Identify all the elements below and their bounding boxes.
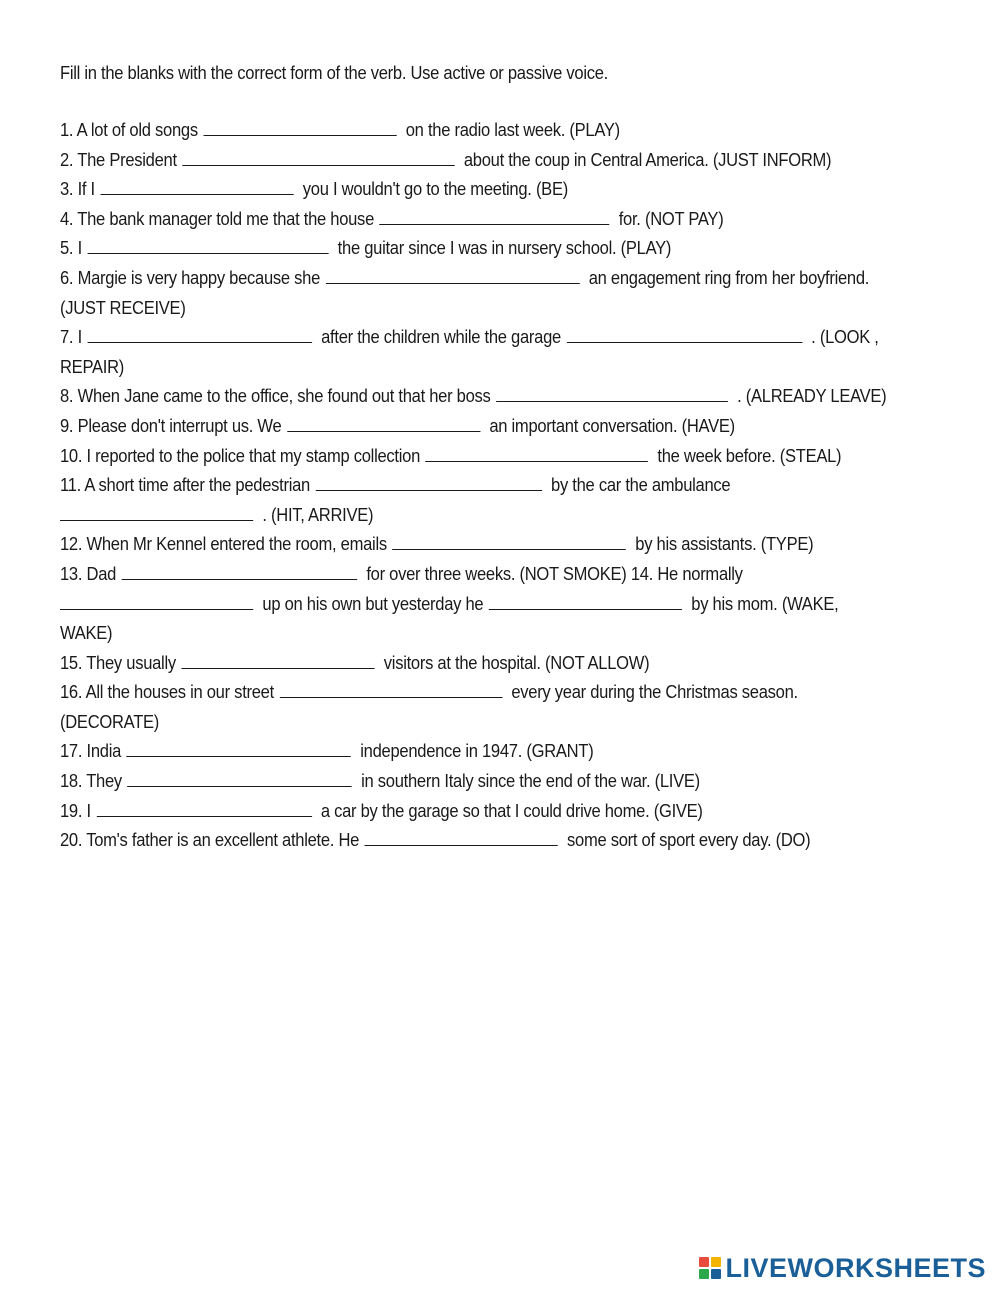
exercise-line bbox=[60, 678, 870, 708]
exercise-line bbox=[60, 767, 870, 797]
answer-blank[interactable] bbox=[127, 768, 351, 787]
exercise-line bbox=[60, 797, 870, 827]
exercise-text: every year during the Christmas season. bbox=[511, 682, 798, 703]
answer-blank[interactable] bbox=[279, 679, 502, 698]
exercise-text: WAKE) bbox=[60, 623, 113, 644]
exercise-text: about the coup in Central America. (JUST INFORM) bbox=[463, 149, 832, 170]
answer-blank[interactable] bbox=[392, 531, 626, 550]
exercise-text: . (HIT, ARRIVE) bbox=[262, 504, 374, 525]
exercise-line bbox=[60, 234, 870, 264]
exercise-text: 18. They bbox=[60, 771, 122, 792]
answer-blank[interactable] bbox=[489, 591, 682, 610]
answer-blank[interactable] bbox=[100, 176, 293, 195]
exercise-text: 15. They usually bbox=[60, 652, 176, 673]
exercise-line bbox=[60, 708, 870, 738]
exercise-text: in southern Italy since the end of the war. (LIVE) bbox=[361, 771, 700, 792]
exercise-text: for. (NOT PAY) bbox=[618, 208, 724, 229]
exercise-text: (JUST RECEIVE) bbox=[60, 297, 186, 318]
exercise-text: 20. Tom's father is an excellent athlete. He bbox=[60, 830, 360, 851]
exercise-line bbox=[60, 175, 870, 205]
instruction-text: Fill in the blanks with the correct form of the verb. Use active or passive voice. bbox=[60, 63, 609, 83]
exercise-text: . (ALREADY LEAVE) bbox=[737, 386, 887, 407]
exercise-line bbox=[60, 264, 870, 294]
exercise-text: 17. India bbox=[60, 741, 122, 762]
exercise-text: 9. Please don't interrupt us. We bbox=[60, 415, 282, 436]
exercise-text: the week before. (STEAL) bbox=[657, 445, 842, 466]
exercise-text: 6. Margie is very happy because she bbox=[60, 267, 321, 288]
exercise-text: 10. I reported to the police that my stamp collection bbox=[60, 445, 421, 466]
answer-blank[interactable] bbox=[426, 443, 649, 462]
exercise-text: after the children while the garage bbox=[321, 327, 561, 348]
exercise-line bbox=[60, 619, 870, 649]
exercise-line bbox=[60, 530, 870, 560]
exercise-text: the guitar since I was in nursery school. (PLAY) bbox=[337, 238, 672, 259]
exercise-text: an important conversation. (HAVE) bbox=[489, 415, 735, 436]
exercise-line bbox=[60, 294, 870, 324]
liveworksheets-logo bbox=[699, 1252, 986, 1284]
exercise-text: 13. Dad bbox=[60, 563, 117, 584]
exercise-text: . (LOOK , bbox=[811, 327, 879, 348]
worksheet bbox=[60, 58, 940, 856]
answer-blank[interactable] bbox=[496, 383, 728, 402]
answer-blank[interactable] bbox=[181, 650, 374, 669]
exercise-text: (DECORATE) bbox=[60, 711, 160, 732]
exercise-line bbox=[60, 501, 870, 531]
answer-blank[interactable] bbox=[60, 591, 253, 610]
exercise-text: on the radio last week. (PLAY) bbox=[405, 120, 620, 140]
answer-blank[interactable] bbox=[326, 265, 580, 284]
exercise-text: 4. The bank manager told me that the house bbox=[60, 208, 375, 229]
exercise-text: 8. When Jane came to the office, she found out that her boss bbox=[60, 386, 491, 407]
exercise-line bbox=[60, 412, 870, 442]
exercise-text: 16. All the houses in our street bbox=[60, 682, 274, 703]
exercise-text: up on his own but yesterday he bbox=[262, 593, 484, 614]
exercise-line bbox=[60, 649, 870, 679]
answer-blank[interactable] bbox=[87, 235, 328, 254]
exercise-text: 19. I bbox=[60, 800, 91, 821]
exercise-text: 1. A lot of old songs bbox=[60, 120, 198, 140]
exercise-text: by his mom. (WAKE, bbox=[691, 593, 839, 614]
exercise-line bbox=[60, 353, 870, 383]
exercise-text: 3. If I bbox=[60, 179, 95, 200]
logo-block-l bbox=[699, 1257, 709, 1267]
exercise-line bbox=[60, 826, 870, 856]
exercise-text: 12. When Mr Kennel entered the room, emails bbox=[60, 534, 387, 555]
exercise-line bbox=[60, 116, 870, 146]
answer-blank[interactable] bbox=[287, 413, 480, 432]
exercise-text: for over three weeks. (NOT SMOKE) 14. He normally bbox=[366, 563, 743, 584]
exercise-line bbox=[60, 442, 870, 472]
exercise-line bbox=[60, 471, 870, 501]
exercise-text: 2. The President bbox=[60, 149, 177, 170]
answer-blank[interactable] bbox=[203, 117, 396, 136]
exercise-line bbox=[60, 323, 879, 353]
logo-text: LIVEWORKSHEETS bbox=[725, 1252, 986, 1283]
exercise-text: 11. A short time after the pedestrian bbox=[60, 475, 310, 496]
exercise-list bbox=[60, 116, 940, 856]
answer-blank[interactable] bbox=[60, 502, 253, 521]
logo-block-e bbox=[711, 1269, 721, 1279]
answer-blank[interactable] bbox=[87, 324, 311, 343]
logo-block-v bbox=[699, 1269, 709, 1279]
answer-blank[interactable] bbox=[182, 147, 454, 166]
answer-blank[interactable] bbox=[96, 798, 311, 817]
logo-blocks-icon bbox=[699, 1257, 721, 1279]
exercise-line bbox=[60, 205, 870, 235]
exercise-text: REPAIR) bbox=[60, 356, 125, 377]
answer-blank[interactable] bbox=[566, 324, 802, 343]
exercise-text: 5. I bbox=[60, 238, 82, 259]
exercise-text: visitors at the hospital. (NOT ALLOW) bbox=[383, 652, 650, 673]
answer-blank[interactable] bbox=[365, 827, 558, 846]
answer-blank[interactable] bbox=[380, 206, 610, 225]
exercise-text: a car by the garage so that I could drive home. (GIVE) bbox=[320, 800, 703, 821]
exercise-text: by the car the ambulance bbox=[551, 475, 731, 496]
answer-blank[interactable] bbox=[122, 561, 358, 580]
answer-blank[interactable] bbox=[127, 738, 351, 757]
answer-blank[interactable] bbox=[316, 472, 542, 491]
exercise-text: some sort of sport every day. (DO) bbox=[567, 830, 811, 851]
exercise-line bbox=[60, 382, 887, 412]
exercise-text: an engagement ring from her boyfriend. bbox=[588, 267, 870, 288]
exercise-text: you I wouldn't go to the meeting. (BE) bbox=[302, 179, 568, 200]
exercise-line bbox=[60, 590, 870, 620]
exercise-line bbox=[60, 737, 870, 767]
exercise-text: independence in 1947. (GRANT) bbox=[360, 741, 594, 762]
exercise-line bbox=[60, 146, 870, 176]
exercise-line bbox=[60, 560, 870, 590]
logo-block-i bbox=[711, 1257, 721, 1267]
exercise-text: 7. I bbox=[60, 327, 82, 348]
exercise-text: by his assistants. (TYPE) bbox=[635, 534, 814, 555]
